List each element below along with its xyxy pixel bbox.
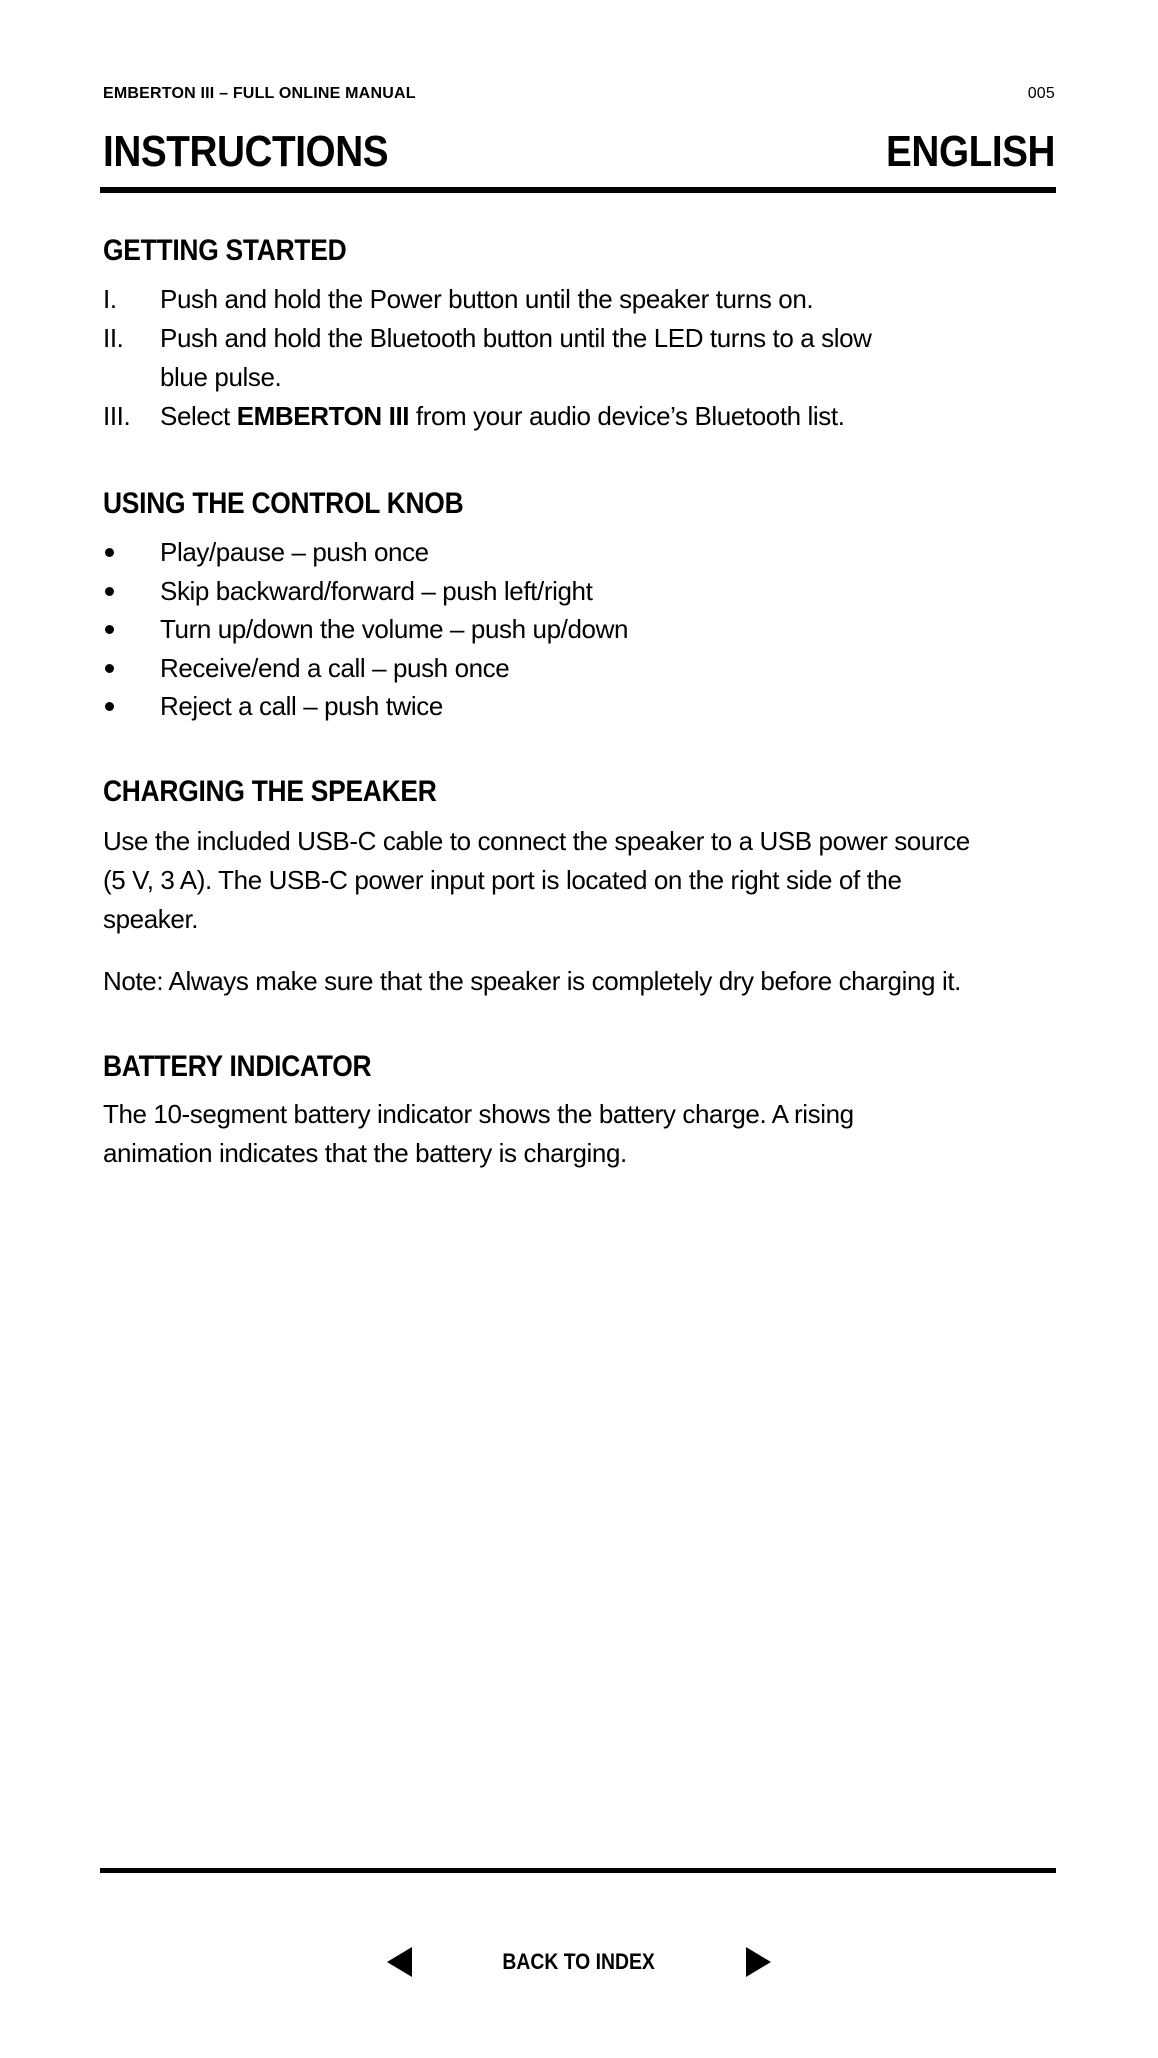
paragraph-line: speaker. bbox=[103, 904, 199, 934]
list-marker-empty bbox=[103, 358, 160, 397]
bullet-item-text: Skip backward/forward – push left/right bbox=[160, 575, 593, 606]
list-item bbox=[103, 397, 1055, 436]
list-item-text: blue pulse. bbox=[160, 362, 282, 392]
list-marker: III. bbox=[103, 401, 131, 431]
battery-paragraph bbox=[103, 1095, 1055, 1173]
list-marker: I. bbox=[103, 284, 117, 314]
list-marker: II. bbox=[103, 323, 124, 353]
page-title-row bbox=[103, 127, 1055, 176]
bullet-icon bbox=[105, 625, 114, 634]
back-to-index-link[interactable]: BACK TO INDEX bbox=[502, 1949, 656, 1974]
bullet-icon bbox=[105, 548, 114, 557]
footer-rule bbox=[100, 1868, 1056, 1873]
bullet-item-text: Turn up/down the volume – push up/down bbox=[160, 614, 629, 644]
section-heading-battery: BATTERY INDICATOR bbox=[103, 1050, 372, 1083]
language-label: ENGLISH bbox=[885, 127, 1055, 176]
getting-started-list bbox=[103, 280, 1055, 436]
section-heading-charging: CHARGING THE SPEAKER bbox=[103, 775, 437, 808]
list-item bbox=[103, 280, 1055, 319]
next-page-arrow-icon[interactable] bbox=[746, 1947, 771, 1977]
header-rule bbox=[100, 187, 1056, 193]
bullet-item bbox=[103, 610, 1055, 649]
list-item-text: Push and hold the Bluetooth button until the LED turns to a slow bbox=[160, 323, 872, 353]
manual-title: EMBERTON III – FULL ONLINE MANUAL bbox=[103, 85, 416, 102]
control-knob-bullet-list bbox=[103, 533, 1055, 726]
running-header bbox=[103, 84, 1055, 103]
charging-paragraph bbox=[103, 822, 1055, 939]
list-item-wrap-line bbox=[103, 358, 1055, 397]
charging-note: Note: Always make sure that the speaker is completely dry before charging it. bbox=[103, 966, 961, 996]
section-heading-getting-started: GETTING STARTED bbox=[103, 234, 347, 267]
paragraph-line: animation indicates that the battery is charging. bbox=[103, 1138, 627, 1168]
bullet-item-text: Receive/end a call – push once bbox=[160, 652, 510, 683]
page-number: 005 bbox=[1027, 85, 1055, 102]
footer-navigation bbox=[0, 1945, 1158, 1979]
bullet-item bbox=[103, 649, 1055, 688]
paragraph-line: Use the included USB-C cable to connect the speaker to a USB power source bbox=[103, 826, 970, 856]
bullet-item-text: Play/pause – push once bbox=[160, 537, 429, 567]
bullet-item bbox=[103, 533, 1055, 572]
previous-page-arrow-icon[interactable] bbox=[387, 1947, 412, 1977]
paragraph-line: The 10-segment battery indicator shows the battery charge. A rising bbox=[103, 1099, 854, 1129]
bullet-item bbox=[103, 687, 1055, 726]
list-item-text: Select EMBERTON III from your audio device’s Bluetooth list. bbox=[160, 401, 845, 431]
list-item-text: Push and hold the Power button until the speaker turns on. bbox=[160, 284, 814, 314]
page-title: INSTRUCTIONS bbox=[103, 127, 389, 176]
bullet-item bbox=[103, 572, 1055, 611]
bullet-icon bbox=[105, 702, 114, 711]
section-heading-control-knob: USING THE CONTROL KNOB bbox=[103, 487, 464, 520]
product-name-bold: EMBERTON III bbox=[236, 401, 410, 431]
paragraph-line: (5 V, 3 A). The USB-C power input port is located on the right side of the bbox=[103, 865, 902, 895]
bullet-icon bbox=[105, 664, 114, 673]
bullet-item-text: Reject a call – push twice bbox=[160, 691, 443, 721]
list-item bbox=[103, 319, 1055, 358]
bullet-icon bbox=[105, 587, 114, 596]
